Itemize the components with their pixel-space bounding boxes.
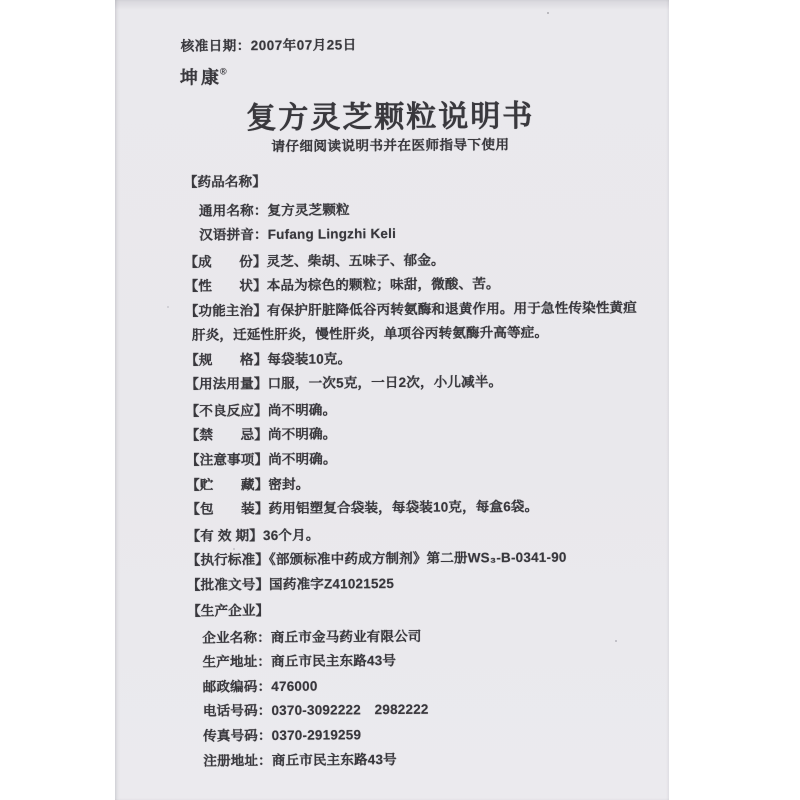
field-packaging — [186, 494, 646, 522]
field-label: 【药品名称】 — [183, 173, 267, 190]
field-value: 药用铝塑复合袋装，每袋装10克，每盒6袋。 — [268, 498, 539, 517]
field-value: 传真号码：0370-2919259 — [203, 727, 362, 744]
field-value: 注册地址：商丘市民主东路43号 — [203, 751, 397, 769]
field-label: 【注意事项】 — [185, 451, 269, 468]
field-phone-number — [188, 696, 648, 724]
field-value: 汉语拼音：Fufang Lingzhi Keli — [199, 226, 397, 243]
field-label: 【有 效 期】 — [186, 527, 264, 544]
field-value: 电话号码：0370-3092222 2982222 — [202, 702, 429, 719]
usage-advisory: 请仔细阅读说明书并在医师指导下使用 — [271, 137, 510, 154]
field-ingredients — [184, 247, 644, 275]
field-label: 【用法用量】 — [185, 376, 268, 392]
field-label: 【贮 藏】 — [186, 476, 269, 493]
field-executive-standard — [187, 545, 647, 573]
field-registered-address — [188, 746, 648, 774]
field-value: 灵芝、柴胡、五味子、郁金。 — [266, 252, 445, 269]
field-label: 【规 格】 — [185, 351, 268, 368]
field-label: 【禁 忌】 — [185, 427, 269, 444]
document-title: 复方灵芝颗粒说明书 — [246, 99, 535, 136]
field-value: 尚不明确。 — [267, 402, 337, 418]
field-indications — [185, 296, 645, 349]
field-adverse-reactions — [185, 396, 645, 424]
approval-date: 核准日期：2007年07月25日 — [180, 37, 357, 54]
field-postal-code — [188, 672, 648, 700]
insert-printed-content — [112, 0, 672, 800]
field-validity-period — [186, 521, 646, 549]
field-value: 有保护肝脏降低谷丙转氨酶和退黄作用。用于急性传染性黄疸肝炎，迁延性肝炎，慢性肝炎，单项谷丙转氨酶升高等症。 — [191, 299, 637, 343]
field-fax-number — [188, 721, 648, 749]
field-value: 密封。 — [268, 476, 310, 492]
field-label: 【包 装】 — [186, 501, 269, 517]
field-approval-number — [187, 570, 647, 598]
field-label: 【批准文号】 — [186, 576, 270, 593]
field-pinyin-name — [184, 220, 644, 248]
field-value: 每袋装10克。 — [267, 351, 352, 367]
field-value: 本品为棕色的颗粒；味甜，微酸、苦。 — [266, 276, 500, 294]
field-label: 【性 状】 — [184, 278, 267, 294]
field-manufacturer-header — [187, 596, 647, 624]
insert-body — [184, 167, 649, 774]
brand-logo — [180, 63, 229, 89]
field-label: 【生产企业】 — [187, 603, 270, 619]
field-storage — [186, 470, 646, 498]
field-value: 通用名称：复方灵芝颗粒 — [198, 201, 350, 219]
field-label: 【不良反应】 — [185, 402, 268, 419]
field-precautions — [186, 445, 646, 473]
field-specification — [185, 345, 645, 373]
brand-name: 坤康 — [179, 67, 223, 88]
field-value: 国药准字Z41021525 — [269, 575, 395, 592]
field-description — [185, 271, 645, 299]
field-value: 口服，一次5克，一日2次，小儿减半。 — [267, 374, 503, 392]
field-label: 【执行标准】 — [186, 552, 270, 568]
field-value: 尚不明确。 — [268, 451, 337, 467]
field-value: 36个月。 — [262, 527, 320, 543]
field-contraindications — [186, 420, 646, 448]
field-company-name — [187, 623, 647, 651]
field-dosage — [185, 369, 645, 397]
registered-trademark-icon: ® — [219, 66, 227, 77]
field-production-address — [187, 647, 647, 675]
field-drug-name-header — [184, 167, 644, 195]
field-value: 生产地址：商丘市民主东路43号 — [202, 653, 397, 670]
field-value: 邮政编码：476000 — [202, 678, 318, 695]
field-label: 【功能主治】 — [184, 302, 268, 319]
field-value: 企业名称：商丘市金马药业有限公司 — [202, 628, 422, 646]
field-value: 《部颁标准中药成方制剂》第二册WS₃-B-0341-90 — [268, 549, 567, 568]
field-label: 【成 份】 — [184, 253, 267, 270]
field-generic-name — [184, 196, 644, 224]
package-insert-paper — [115, 0, 669, 800]
field-value: 尚不明确。 — [267, 426, 337, 443]
